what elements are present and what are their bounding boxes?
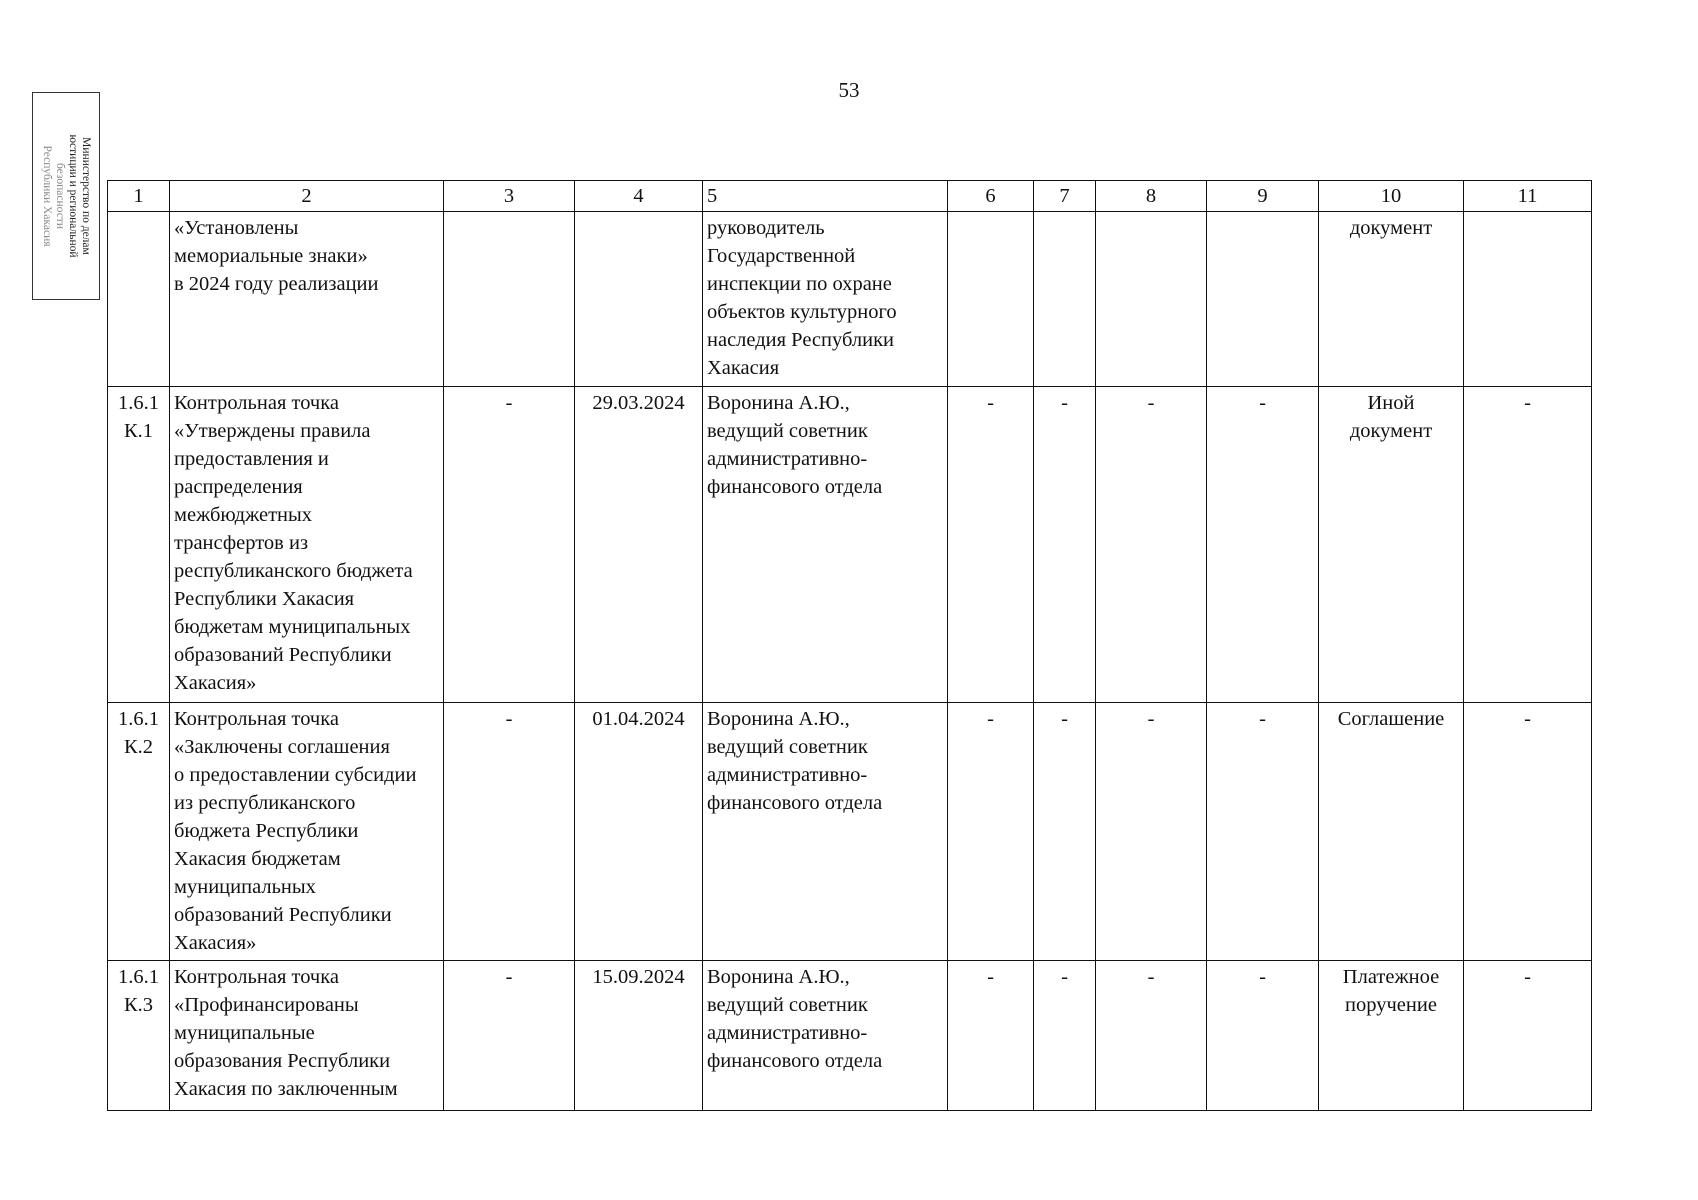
cell-text-line: административно- [707,448,868,470]
column-header: 5 [703,181,948,212]
column-header: 10 [1319,181,1464,212]
cell-text-line: Государственной [707,245,856,267]
cell-text-line: Хакасия» [174,932,257,954]
cell-col8: - [1096,703,1207,961]
column-header: 1 [108,181,170,212]
column-header: 6 [948,181,1034,212]
cell-number [108,212,170,387]
table-row [108,387,1592,703]
column-header: 9 [1207,181,1319,212]
cell-col9: - [1207,961,1319,1111]
cell-col9: - [1207,703,1319,961]
cell-text-line: бюджетам муниципальных [174,616,411,638]
cell-text-line: межбюджетных [174,504,313,526]
page-number: 53 [838,78,860,102]
cell-date: 29.03.2024 [575,387,703,703]
column-header: 8 [1096,181,1207,212]
cell-text-line: документ [1349,217,1433,239]
table-header-row [108,181,1592,212]
cell-col7 [1034,212,1096,387]
cell-text-line: Хакасия [707,357,780,379]
table-row [108,212,1592,387]
cell-text-line: Соглашение [1337,708,1445,730]
cell-text-line: ведущий советник [707,994,868,1016]
cell-text-line: объектов культурного [707,301,897,323]
cell-text-line: поручение [1345,994,1437,1016]
cell-text-line: «Установлены [174,217,299,239]
cell-col7: - [1034,703,1096,961]
cell-text-line: руководитель [707,217,825,239]
cell-col6: - [948,387,1034,703]
cell-col8: - [1096,961,1207,1111]
cell-text-line: документ [1349,420,1433,442]
cell-responsible [703,387,948,703]
cell-text-line: в 2024 году реализации [174,273,379,295]
cell-text-line: административно- [707,1022,868,1044]
registration-stamp [32,92,100,300]
cell-number [108,703,170,961]
column-header: 2 [170,181,444,212]
cell-text-line: бюджета Республики [174,820,359,842]
cell-col11: - [1464,961,1592,1111]
cell-text-line: «Профинансированы [174,994,359,1016]
cell-document [1319,961,1464,1111]
stamp-line: Министерство по делам [80,137,92,255]
column-header: 3 [444,181,575,212]
cell-text-line: ведущий советник [707,736,868,758]
cell-text-line: К.2 [123,736,154,758]
cell-date: 01.04.2024 [575,703,703,961]
cell-number [108,961,170,1111]
cell-document [1319,212,1464,387]
cell-text-line: мемориальные знаки» [174,245,368,267]
cell-col3 [444,212,575,387]
cell-text-line: Хакасия по заключенным [174,1078,398,1100]
cell-col6 [948,212,1034,387]
cell-text-line: образований Республики [174,904,392,926]
cell-text-line: Иной [1367,392,1415,414]
column-header: 11 [1464,181,1592,212]
cell-text-line: из республиканского [174,792,356,814]
cell-text-line: инспекции по охране [707,273,892,295]
cell-text-line: финансового отдела [707,1050,883,1072]
cell-text-line: республиканского бюджета [174,560,413,582]
cell-col3: - [444,703,575,961]
cell-text-line: муниципальные [174,1022,315,1044]
cell-text-line: Контрольная точка [174,708,339,730]
cell-col7: - [1034,961,1096,1111]
cell-date [575,212,703,387]
cell-text-line: К.3 [123,994,154,1016]
cell-col7: - [1034,387,1096,703]
cell-document [1319,387,1464,703]
plan-table [107,180,1592,1111]
cell-col3: - [444,961,575,1111]
cell-number [108,387,170,703]
cell-text-line: Хакасия бюджетам [174,848,341,870]
cell-col11 [1464,212,1592,387]
cell-text-line: «Утверждены правила [174,420,371,442]
cell-col3: - [444,387,575,703]
cell-text-line: Платежное [1342,966,1440,988]
cell-text-line: 1.6.1 [118,966,159,988]
cell-text-line: Воронина А.Ю., [707,708,850,730]
cell-text-line: ведущий советник [707,420,868,442]
cell-text-line: наследия Республики [707,329,895,351]
cell-document [1319,703,1464,961]
cell-col11: - [1464,387,1592,703]
cell-name [170,212,444,387]
cell-text-line: образований Республики [174,644,392,666]
cell-text-line: Контрольная точка [174,966,339,988]
column-header: 4 [575,181,703,212]
stamp-line: Республики Хакасия [41,145,53,247]
cell-text-line: административно- [707,764,868,786]
cell-responsible [703,961,948,1111]
cell-text-line: трансфертов из [174,532,309,554]
cell-text-line: К.1 [123,420,154,442]
cell-text-line: 1.6.1 [118,708,159,730]
stamp-line: юстиции и региональной [67,134,79,258]
cell-col6: - [948,703,1034,961]
cell-responsible [703,212,948,387]
cell-name [170,961,444,1111]
stamp-text [40,96,92,296]
table-row [108,961,1592,1111]
column-header: 7 [1034,181,1096,212]
cell-text-line: распределения [174,476,303,498]
cell-date: 15.09.2024 [575,961,703,1111]
cell-text-line: Воронина А.Ю., [707,966,850,988]
cell-text-line: «Заключены соглашения [174,736,390,758]
cell-text-line: финансового отдела [707,476,883,498]
table-row [108,703,1592,961]
cell-col9 [1207,212,1319,387]
cell-text-line: Воронина А.Ю., [707,392,850,414]
cell-text-line: 1.6.1 [118,392,159,414]
cell-col8 [1096,212,1207,387]
cell-text-line: о предоставлении субсидии [174,764,417,786]
stamp-line: безопасности [54,162,66,229]
cell-responsible [703,703,948,961]
cell-col8: - [1096,387,1207,703]
cell-text-line: Хакасия» [174,672,257,694]
cell-col11: - [1464,703,1592,961]
cell-col9: - [1207,387,1319,703]
cell-name [170,703,444,961]
cell-text-line: Республики Хакасия [174,588,355,610]
cell-text-line: образования Республики [174,1050,391,1072]
cell-col6: - [948,961,1034,1111]
cell-name [170,387,444,703]
cell-text-line: Контрольная точка [174,392,339,414]
cell-text-line: предоставления и [174,448,329,470]
cell-text-line: финансового отдела [707,792,883,814]
cell-text-line: муниципальных [174,876,316,898]
